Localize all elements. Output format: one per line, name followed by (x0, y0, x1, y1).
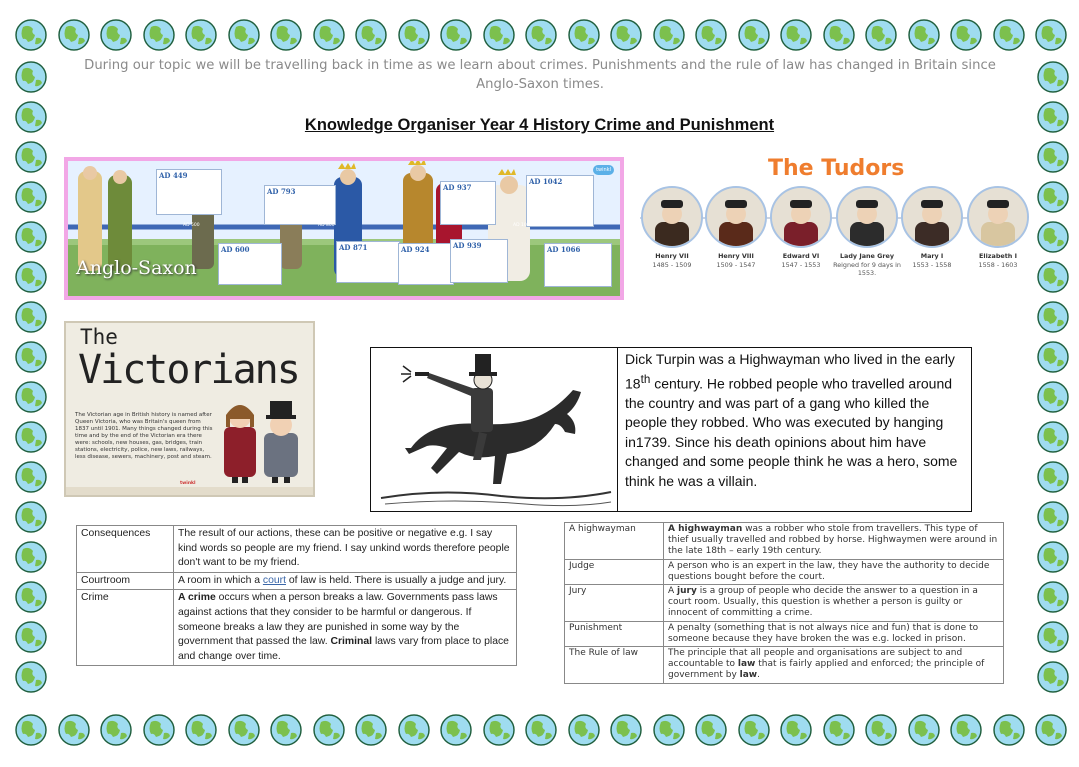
twinkl-logo: twinkl (593, 165, 614, 175)
timeline-date: AD 1042 (529, 177, 563, 186)
monarch-name: Henry VII (655, 252, 689, 260)
timeline-date: AD 1066 (547, 245, 581, 254)
globe-icon (14, 60, 48, 94)
definition-bold: A crime (178, 592, 216, 604)
monarch-dates: 1547 - 1553 (781, 261, 821, 269)
globe-icon (694, 713, 728, 747)
globe-icon (482, 18, 516, 52)
definition-text: The principle that all people and organisations are subject to and accountable to (668, 648, 963, 670)
timeline-box (526, 175, 594, 227)
definition-bold: law (737, 659, 756, 670)
monarch-dates: 1553 - 1558 (912, 261, 952, 269)
globe-icon (907, 713, 941, 747)
globe-icon (949, 18, 983, 52)
globe-icon (779, 713, 813, 747)
globe-icon (1034, 18, 1068, 52)
tudor-monarch (898, 186, 966, 269)
globe-icon (14, 340, 48, 374)
globe-icon (57, 713, 91, 747)
definition-bold: A highwayman (668, 524, 743, 534)
monarch-portrait (705, 186, 767, 248)
glossary-definition (664, 523, 1004, 560)
monarch-name: Mary I (920, 252, 944, 260)
turpin-text-part: century. He robbed people who travelled around the country and was part of a gang who killed the people they robbed. Who was executed by hanging in1739. Since his death opinions about him have changed and some people think he was a hero, some think he was a villain. (625, 375, 958, 489)
tudors-title: The Tudors (768, 156, 905, 181)
victorians-panel (64, 321, 315, 497)
table-row (77, 526, 517, 573)
globe-icon (1036, 620, 1070, 654)
glossary-definition: The result of our actions, these can be positive or negative e.g. I say kind words so people are my friend. I say unkind words therefore people don't want to be my friend. (174, 526, 517, 573)
timeline-date: AD 449 (159, 171, 188, 180)
victorians-the: The (80, 325, 118, 349)
globe-icon (14, 420, 48, 454)
globe-icon (609, 18, 643, 52)
page-title: Knowledge Organiser Year 4 History Crime and Punishment (304, 116, 775, 134)
twinkl-logo: twinkl (180, 481, 196, 486)
timeline-date: AD 939 (453, 241, 482, 250)
glossary-table-right (564, 522, 1004, 684)
globe-icon (14, 713, 48, 747)
globe-icon (1036, 220, 1070, 254)
victorians-footer (66, 487, 313, 495)
globe-icon (1036, 300, 1070, 334)
globe-icon (142, 713, 176, 747)
globe-icon (1034, 713, 1068, 747)
timeline-box (264, 185, 336, 225)
timeline-box (218, 243, 282, 285)
tudor-monarch (638, 186, 706, 269)
globe-icon (1036, 380, 1070, 414)
timeline-date: AD 793 (267, 187, 296, 196)
glossary-term: Consequences (77, 526, 174, 573)
globe-icon (14, 540, 48, 574)
globe-icon (14, 580, 48, 614)
definition-bold: Criminal (330, 636, 373, 648)
monarch-dates: 1558 - 1603 (978, 261, 1018, 269)
figure-woman (78, 171, 102, 271)
globe-icon (992, 18, 1026, 52)
definition-text: of law is held. There is usually a judge and jury. (286, 574, 507, 586)
globe-icon (99, 18, 133, 52)
globe-icon (312, 18, 346, 52)
globe-icon (14, 18, 48, 52)
globe-icon (439, 18, 473, 52)
glossary-definition (174, 590, 517, 666)
timeline-date: AD 600 (221, 245, 250, 254)
table-row (565, 647, 1004, 684)
globe-icon (737, 713, 771, 747)
glossary-term: The Rule of law (565, 647, 664, 684)
globe-icon (14, 660, 48, 694)
definition-text: that is fairly applied and enforced; the principle of government by (668, 659, 985, 681)
globe-icon (142, 18, 176, 52)
definition-bold: jury (677, 586, 697, 597)
monarch-portrait (641, 186, 703, 248)
monarch-name: Edward VI (782, 252, 820, 260)
tudor-monarch (833, 186, 901, 277)
timeline-box (450, 239, 508, 283)
monarch-name: Lady Jane Grey (839, 252, 895, 260)
globe-icon (609, 713, 643, 747)
globe-icon (397, 713, 431, 747)
globe-icon (567, 18, 601, 52)
monarch-portrait (836, 186, 898, 248)
globe-icon (907, 18, 941, 52)
dick-turpin-box (370, 347, 972, 512)
globe-icon (14, 620, 48, 654)
glossary-term: Judge (565, 559, 664, 584)
monarch-portrait (901, 186, 963, 248)
globe-icon (14, 260, 48, 294)
globe-icon (14, 180, 48, 214)
globe-icon (1036, 140, 1070, 174)
tudor-monarch (964, 186, 1032, 269)
globe-icon (99, 713, 133, 747)
definition-bold: law (739, 670, 758, 681)
glossary-term: A highwayman (565, 523, 664, 560)
glossary-definition (664, 647, 1004, 684)
definition-text: A (668, 586, 678, 597)
globe-icon (1036, 500, 1070, 534)
turpin-superscript: th (640, 372, 651, 386)
globe-icon (269, 713, 303, 747)
globe-icon (269, 18, 303, 52)
globe-icon (992, 713, 1026, 747)
axis-label: AD 800 (318, 223, 335, 228)
timeline-box (156, 169, 222, 215)
monarch-dates: 1485 - 1509 (652, 261, 692, 269)
globe-icon (227, 18, 261, 52)
globe-icon (1036, 260, 1070, 294)
globe-icon (227, 713, 261, 747)
globe-icon (822, 713, 856, 747)
globe-icon (864, 713, 898, 747)
globe-icon (14, 300, 48, 334)
glossary-term: Punishment (565, 621, 664, 646)
globe-icon (184, 713, 218, 747)
globe-icon (184, 18, 218, 52)
timeline-box (440, 181, 496, 225)
definition-text: laws vary from place to place and change over time. (178, 636, 509, 662)
intro-text: During our topic we will be travelling back in time as we learn about crimes. Punishments and the rule of law has changed in Britain since Anglo-Saxon times. (84, 58, 996, 92)
globe-icon (14, 140, 48, 174)
globe-icon (1036, 580, 1070, 614)
timeline-box (398, 243, 454, 285)
globe-icon (14, 460, 48, 494)
table-row (77, 572, 517, 590)
globe-icon (567, 713, 601, 747)
monarch-portrait (770, 186, 832, 248)
timeline-date: AD 871 (339, 243, 368, 252)
timeline-box (544, 243, 612, 287)
glossary-definition (174, 572, 517, 590)
globe-icon (1036, 60, 1070, 94)
globe-icon (524, 18, 558, 52)
globe-icon (439, 713, 473, 747)
timeline-date: AD 937 (443, 183, 472, 192)
highwayman-illustration (371, 348, 618, 511)
table-row (565, 559, 1004, 584)
globe-icon (1036, 660, 1070, 694)
victorians-text: The Victorian age in British history is named after Queen Victoria, who was Britain's queen from 1837 until 1901. Many things changed during this time and by the end of the Victorian era there were: schools, new houses, gas, bridges, train stations, electricity, police, new laws, railways, less disease, sewers, machinery, post and steam. (75, 412, 213, 460)
globe-icon (1036, 540, 1070, 574)
dick-turpin-text (625, 350, 965, 491)
glossary-term: Crime (77, 590, 174, 666)
timeline-date: AD 924 (401, 245, 430, 254)
tudor-monarch (767, 186, 835, 269)
globe-icon (737, 18, 771, 52)
globe-icon (779, 18, 813, 52)
glossary-term: Jury (565, 585, 664, 622)
glossary-table-left (76, 525, 517, 666)
monarch-dates: 1509 - 1547 (716, 261, 756, 269)
globe-icon (864, 18, 898, 52)
table-row (565, 523, 1004, 560)
globe-icon (354, 713, 388, 747)
tudor-monarch (702, 186, 770, 269)
table-row (77, 590, 517, 666)
globe-icon (652, 713, 686, 747)
globe-icon (14, 380, 48, 414)
globe-icon (354, 18, 388, 52)
globe-icon (482, 713, 516, 747)
definition-text: . (757, 670, 760, 681)
victorian-children-illustration (218, 393, 306, 485)
definition-text: was a robber who stole from travellers. This type of thief usually travelled and robbed by horse. Highwaymen were around in the late 18th – early 19th century. (668, 524, 998, 557)
timeline-box (336, 241, 400, 283)
axis-label: AD 500 (183, 223, 200, 228)
globe-icon (14, 220, 48, 254)
table-row (565, 621, 1004, 646)
axis-label: AD 1000 (513, 223, 533, 228)
monarch-name: Henry VIII (718, 252, 754, 260)
monarch-portrait (967, 186, 1029, 248)
glossary-definition: A penalty (something that is not always nice and fun) that is done to someone because they have broken the was e.g. locked in prison. (664, 621, 1004, 646)
globe-icon (1036, 420, 1070, 454)
monarch-dates: Reigned for 9 days in 1553. (833, 261, 901, 277)
table-row (565, 585, 1004, 622)
globe-icon (14, 500, 48, 534)
globe-icon (397, 18, 431, 52)
globe-icon (57, 18, 91, 52)
globe-icon (1036, 180, 1070, 214)
court-link[interactable]: court (262, 574, 287, 586)
globe-icon (1036, 460, 1070, 494)
globe-icon (1036, 340, 1070, 374)
glossary-definition: A person who is an expert in the law, they have the authority to decide questions bought before the court. (664, 559, 1004, 584)
globe-icon (822, 18, 856, 52)
definition-text: A room in which a (178, 574, 263, 586)
definition-text: occurs when a person breaks a law. Governments pass laws against actions that they consider to be harmful or dangerous. If someone breaks a law they are punished in some way by the government that passed the law. (178, 592, 498, 648)
turpin-text-part: Dick Turpin was a Highwayman who lived in the early 18 (625, 351, 955, 392)
glossary-definition (664, 585, 1004, 622)
victorians-heading: Victorians (78, 347, 299, 393)
globe-icon (652, 18, 686, 52)
globe-icon (524, 713, 558, 747)
glossary-term: Courtroom (77, 572, 174, 590)
globe-icon (694, 18, 728, 52)
anglo-saxon-label: Anglo-Saxon (76, 257, 197, 279)
globe-icon (312, 713, 346, 747)
monarch-name: Elizabeth I (979, 252, 1017, 260)
globe-icon (949, 713, 983, 747)
anglo-saxon-timeline (64, 157, 624, 300)
definition-text: is a group of people who decide the answer to a question in a court room. Usually, this question is whether a person is guilty or innocent of committing a crime. (668, 586, 978, 619)
